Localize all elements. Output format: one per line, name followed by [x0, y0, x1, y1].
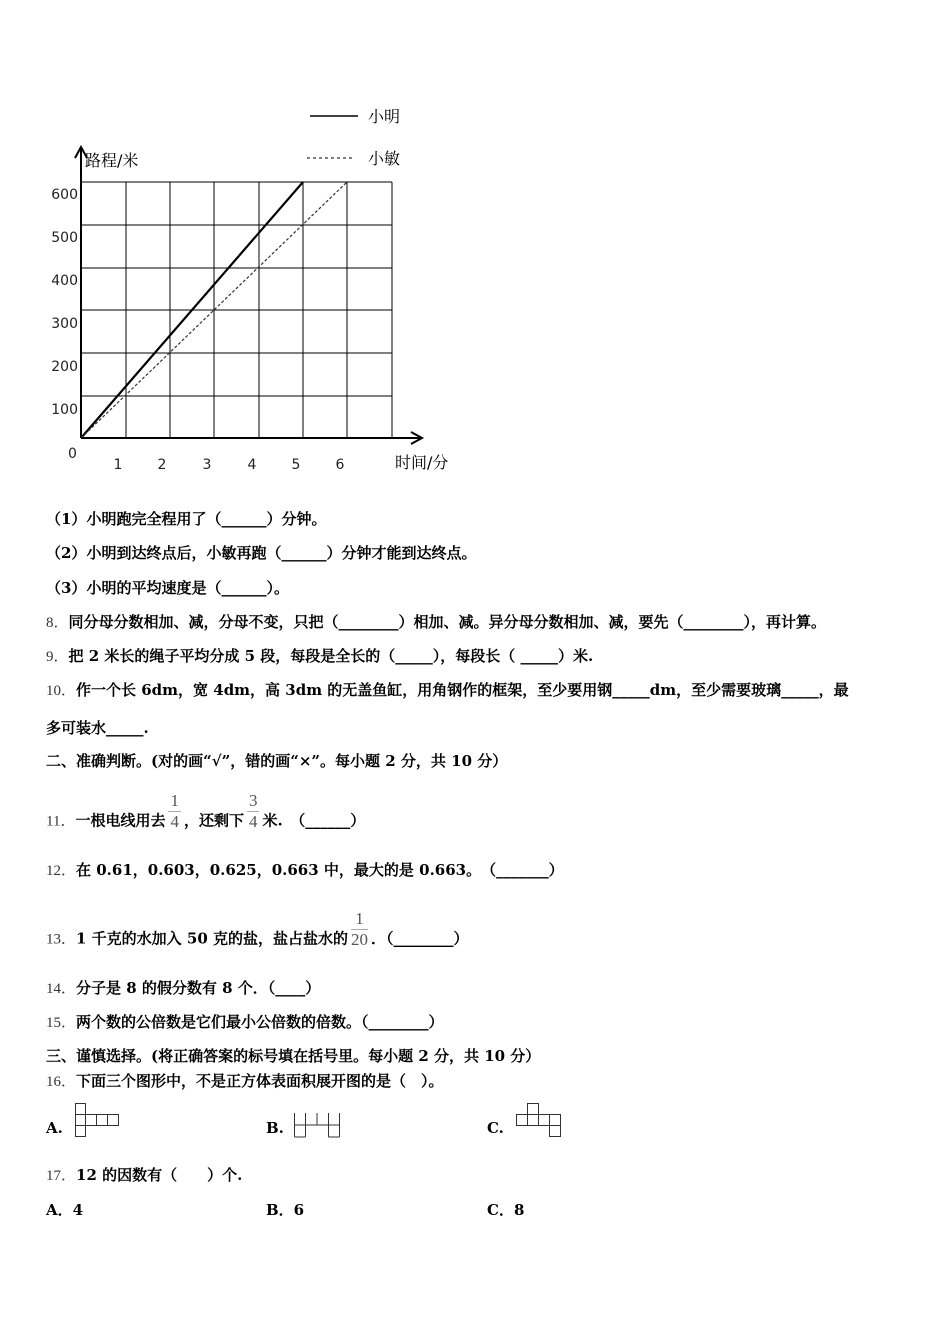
subquestion-text: 小明到达终点后，小敏再跑（______）分钟才能到达终点。 — [86, 544, 477, 562]
svg-text:500: 500 — [51, 230, 78, 246]
fraction-three-quarters: $\frac{3}{4}$ — [248, 791, 258, 831]
section-3-heading — [46, 1046, 540, 1066]
q16-option-a-label[interactable]: A. — [46, 1119, 63, 1137]
q17-option-c[interactable]: C．8 — [487, 1201, 525, 1219]
question-number: 10． — [46, 683, 77, 699]
svg-text:600: 600 — [51, 187, 78, 203]
question-text: 多可装水_____. — [46, 719, 149, 737]
question-9 — [46, 646, 593, 667]
question-number: 14． — [46, 981, 77, 997]
question-15 — [46, 1012, 444, 1033]
question-number: 13． — [46, 931, 77, 948]
question-16 — [46, 1071, 444, 1092]
question-8 — [46, 612, 826, 633]
question-text: 分子是 8 的假分数有 8 个．（____） — [76, 979, 321, 997]
question-text: 下面三个图形中，不是正方体表面积展开图的是（ ）。 — [76, 1072, 444, 1090]
question-11 — [46, 791, 366, 842]
cube-net-b-icon — [292, 1112, 342, 1140]
subquestion-3 — [46, 578, 289, 598]
cube-net-a-icon — [74, 1102, 124, 1138]
fraction-one-quarter: $\frac{1}{4}$ — [170, 791, 179, 831]
q16-option-c-label[interactable]: C. — [487, 1119, 504, 1137]
svg-text:5: 5 — [291, 457, 301, 473]
chart-grid — [82, 182, 392, 438]
question-text: ．（________） — [371, 929, 469, 948]
origin-label: 0 — [68, 446, 77, 462]
subquestion-text: 小明的平均速度是（______）。 — [86, 579, 289, 597]
question-number: 8． — [46, 615, 69, 631]
cube-net-c-icon — [515, 1102, 565, 1138]
question-10 — [46, 680, 849, 701]
question-text: 米. （______） — [262, 811, 366, 830]
legend-xiaomin: 小敏 — [368, 149, 401, 168]
question-number: 11． — [46, 813, 76, 830]
section-title: 二、准确判断。(对的画“√”，错的画“×”。每小题 2 分，共 10 分） — [46, 752, 508, 770]
svg-text:4: 4 — [247, 457, 257, 473]
svg-text:200: 200 — [51, 359, 78, 375]
x-axis-label: 时间/分 — [395, 453, 449, 472]
question-text: 在 0.61，0.603，0.625，0.663 中，最大的是 0.663。 （_______） — [76, 861, 564, 879]
question-text: 两个数的公倍数是它们最小公倍数的倍数。（________） — [76, 1013, 444, 1031]
subquestion-number: （2） — [46, 544, 87, 562]
q17-option-a[interactable]: A．4 — [46, 1201, 84, 1219]
y-tick-labels — [51, 187, 78, 418]
question-12 — [46, 860, 564, 881]
svg-text:6: 6 — [335, 457, 345, 473]
svg-text:1: 1 — [113, 457, 123, 473]
svg-text:3: 3 — [202, 457, 212, 473]
question-number: 17． — [46, 1168, 77, 1184]
svg-text:400: 400 — [51, 273, 78, 289]
question-number: 15． — [46, 1015, 77, 1031]
subquestion-number: （1） — [46, 510, 87, 528]
subquestion-2 — [46, 543, 476, 563]
q16-option-b-label[interactable]: B. — [266, 1119, 284, 1137]
question-number: 12． — [46, 863, 77, 879]
y-axis-label: 路程/米 — [85, 151, 139, 170]
question-text: ，还剩下 — [183, 811, 244, 830]
svg-text:2: 2 — [157, 457, 167, 473]
svg-text:100: 100 — [51, 402, 78, 418]
question-10-continued — [46, 718, 149, 738]
question-17 — [46, 1165, 242, 1186]
q17-option-b[interactable]: B．6 — [266, 1201, 305, 1219]
fraction-one-twentieth: $\frac{1}{20}$ — [351, 909, 368, 949]
question-number: 9． — [46, 649, 69, 665]
question-14 — [46, 978, 320, 999]
section-title: 三、谨慎选择。(将正确答案的标号填在括号里。每小题 2 分，共 10 分） — [46, 1047, 541, 1065]
subquestion-number: （3） — [46, 579, 87, 597]
svg-text:300: 300 — [51, 316, 78, 332]
section-2-heading — [46, 751, 507, 771]
x-tick-labels — [114, 457, 345, 473]
question-13 — [46, 909, 469, 960]
question-number: 16． — [46, 1074, 77, 1090]
question-text: 12 的因数有（ ）个. — [76, 1166, 243, 1184]
question-text: 把 2 米长的绳子平均分成 5 段，每段是全长的（_____），每段长（ _____）米. — [68, 647, 594, 665]
legend-xiaoming: 小明 — [368, 107, 401, 126]
subquestion-1 — [46, 509, 326, 529]
subquestion-text: 小明跑完全程用了（______）分钟。 — [86, 510, 327, 528]
question-text: 一根电线用去 — [75, 811, 166, 830]
distance-time-chart — [0, 0, 480, 490]
question-text: 作一个长 6dm，宽 4dm，高 3dm 的无盖鱼缸，用角钢作的框架，至少要用钢_____dm，至少需要玻璃_____，最 — [76, 681, 849, 699]
chart-axes — [75, 147, 422, 444]
question-text: 1 千克的水加入 50 克的盐，盐占盐水的 — [76, 929, 348, 948]
question-text: 同分母分数相加、减，分母不变，只把（________）相加、减。异分母分数相加、减，要先（________），再计算。 — [68, 613, 827, 631]
